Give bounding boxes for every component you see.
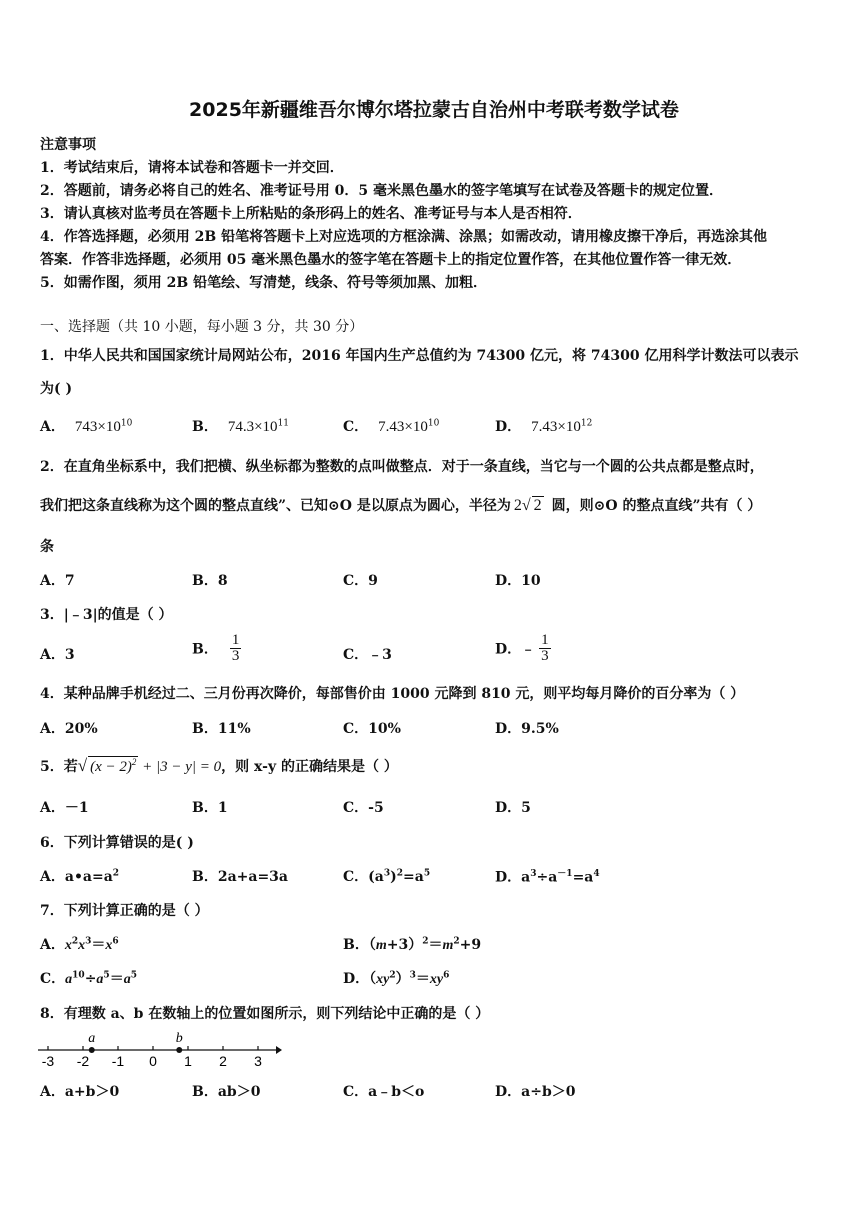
- q6-stem: 6．下列计算错误的是( ): [40, 835, 194, 851]
- number-line-tick-label: 3: [254, 1053, 262, 1069]
- q2-stem: 2．在直角坐标系中，我们把横、纵坐标都为整数的点叫做整点．对于一条直线，当它与一个圆的公共点都是整点时，: [40, 459, 764, 475]
- q8-stem: 8．有理数 a、b 在数轴上的位置如图所示，则下列结论中正确的是（ ）: [40, 1006, 490, 1022]
- number-line-point-a: [89, 1047, 95, 1053]
- q5-option-d: D．5: [495, 800, 531, 816]
- q2-option-a: A．7: [40, 573, 75, 589]
- notice-item-4: 4．作答选择题，必须用 2B 铅笔将答题卡上对应选项的方框涂满、涂黑；如需改动，请用橡皮擦干净后，再选涂其他: [40, 229, 768, 245]
- q1-option-b: B． $74.3\times 10^{11}$: [192, 418, 290, 435]
- q3-option-a: A．3: [40, 647, 75, 663]
- q2-option-c: C．9: [343, 573, 378, 589]
- q8-option-d: D．a÷b＞0: [495, 1084, 576, 1100]
- number-line-tick-label: 2: [219, 1053, 227, 1069]
- number-line-tick-label: 0: [149, 1053, 157, 1069]
- q7-option-a: A．$x^2x^3=x^6$: [40, 936, 119, 953]
- q3-option-c: C．﹣3: [343, 647, 392, 663]
- q5-option-c: C．-5: [343, 800, 384, 816]
- number-line-tick-label: 1: [184, 1053, 192, 1069]
- page-title: 2025年新疆维吾尔博尔塔拉蒙古自治州中考联考数学试卷: [189, 99, 679, 121]
- q1-option-c: C． $7.43\times 10^{10}$: [343, 418, 440, 435]
- number-line-point-b-label: b: [175, 1031, 183, 1046]
- q8-option-c: C．a﹣b＜o: [343, 1084, 425, 1100]
- q5-option-b: B．1: [192, 800, 228, 816]
- q4-option-b: B．11%: [192, 721, 251, 737]
- q3-option-d: D．﹣ $\frac{1}{3}$: [495, 632, 549, 664]
- q8-option-a: A．a+b＞0: [40, 1084, 120, 1100]
- notice-heading: 注意事项: [40, 137, 96, 153]
- q2-stem-unit: 条: [40, 539, 54, 555]
- notice-item-3: 3．请认真核对监考员在答题卡上所粘贴的条形码上的姓名、准考证号与本人是否相符．: [40, 206, 582, 222]
- q2-option-b: B．8: [192, 573, 228, 589]
- q6-option-b: B．2a+a=3a: [192, 869, 288, 885]
- q1-option-d: D． $7.43\times 10^{12}$: [495, 418, 593, 435]
- number-line-point-a-label: a: [88, 1031, 96, 1046]
- q5-stem: 5．若√ $(x - 2)^2 + |3 - y| = 0$，则 x-y 的正确结果是（ ）: [40, 756, 398, 775]
- number-line-tick-label: -1: [111, 1053, 125, 1069]
- q4-option-c: C．10%: [343, 721, 401, 737]
- q3-stem: 3．|﹣3|的值是（ ）: [40, 607, 173, 623]
- q6-option-a: A．$a•a=a^2$: [40, 868, 120, 885]
- q1-stem: 1．中华人民共和国国家统计局网站公布，2016 年国内生产总值约为 74300 亿元，将 74300 亿用科学计数法可以表示: [40, 348, 799, 364]
- q6-option-d: D．$a^3\div a^{-1}=a^4$: [495, 869, 600, 886]
- q7-option-d: D．$(xy^2)^3=xy^6$: [343, 970, 450, 987]
- notice-item-4-cont: 答案．作答非选择题，必须用 05 毫米黑色墨水的签字笔在答题卡上的指定位置作答，在其他位置作答一律无效．: [40, 252, 742, 268]
- q4-stem: 4．某种品牌手机经过二、三月份再次降价，每部售价由 1000 元降到 810 元，则平均每月降价的百分率为（ ）: [40, 686, 745, 702]
- number-line-tick-label: -2: [76, 1053, 90, 1069]
- q7-stem: 7．下列计算正确的是（ ）: [40, 903, 209, 919]
- q1-stem-cont: 为( ): [40, 381, 73, 397]
- notice-item-5: 5．如需作图，须用 2B 铅笔绘、写清楚，线条、符号等须加黑、加粗．: [40, 275, 488, 291]
- q2-option-d: D．10: [495, 573, 541, 589]
- q2-stem-cont: 我们把这条直线称为这个圆的整点直线”、已知⊙O 是以原点为圆心，半径为 2√ 2 圆，则⊙O 的整点直线”共有（ ）: [40, 497, 762, 514]
- q7-option-c: C．$a^{10}\div a^5=a^5$: [40, 970, 137, 987]
- number-line-figure: [36, 1024, 286, 1070]
- q5-option-a: A．－1: [40, 800, 89, 816]
- q1-option-a: A． $743\times 10^{10}$: [40, 418, 133, 435]
- number-line-arrow: [276, 1046, 282, 1054]
- q8-option-b: B．ab＞0: [192, 1084, 261, 1100]
- number-line-point-b: [176, 1047, 182, 1053]
- q4-option-d: D．9.5%: [495, 721, 559, 737]
- q7-option-b: B．$(m+3)^2=m^2+9$: [343, 936, 482, 953]
- notice-item-1: 1．考试结束后，请将本试卷和答题卡一并交回．: [40, 160, 344, 176]
- q3-option-b: B． $\frac{1}{3}$: [192, 632, 240, 664]
- notice-item-2: 2．答题前，请务必将自己的姓名、准考证号用 0．5 毫米黑色墨水的签字笔填写在试卷及答题卡的规定位置．: [40, 183, 723, 199]
- section-heading: 一、选择题（共 10 小题，每小题 3 分，共 30 分）: [40, 319, 364, 335]
- q4-option-a: A．20%: [40, 721, 98, 737]
- q6-option-c: C．$(a^3)^2=a^5$: [343, 868, 431, 885]
- number-line-tick-label: -3: [41, 1053, 55, 1069]
